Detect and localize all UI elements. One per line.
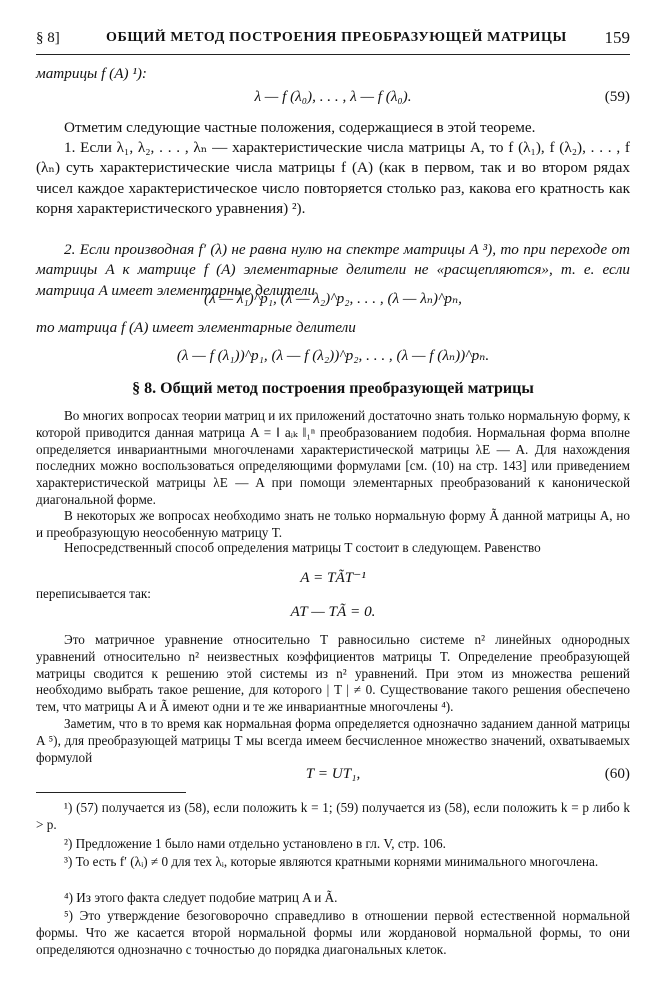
- paragraph-note: Отметим следующие частные положения, содержащиеся в этой теореме.: [64, 119, 536, 136]
- footnote-3: ³) То есть f′ (λᵢ) ≠ 0 для тех λᵢ, которые являются кратными корнями минимального многочлена.: [64, 854, 599, 869]
- paragraph-1: Во многих вопросах теории матриц и их приложений достаточно знать только нормальную форму, к которой приводится данная матрица A = ‖ aᵢₖ ‖₁ⁿ преобразованием подобия. Нормальная форма вполне определяется инвариантными многочленами характеристической матрицы λE — A. Для нахождения последних можно воспользоваться определяющими формулами [см. (10) на стр. 143] или приведением характеристической матрицы λE — A при помощи элементарных преобразований к канонической диагональной форме.: [36, 408, 630, 507]
- equation-number-60: (60): [604, 765, 630, 782]
- footnote-rule: [36, 792, 186, 793]
- formula-matrix-equation: AT — TÃ = 0.: [290, 603, 376, 620]
- intro-line: матрицы f (A) ¹):: [36, 65, 147, 82]
- paragraph-2: В некоторых же вопросах необходимо знать не только нормальную форму Ã данной матрицы A, но и преобразующую неособенную матрицу T.: [36, 508, 630, 540]
- footnote-5: ⁵) Это утверждение безоговорочно справедливо в отношении первой естественной нормальной формы. Что же касается второй нормальной формы или жордановой нормальной формы, то они определяются однозначно с точностью до порядка диагональных клеток.: [36, 908, 630, 957]
- paragraph-4: переписывается так:: [36, 586, 151, 601]
- footnote-2: ²) Предложение 1 было нами отдельно установлено в гл. V, стр. 106.: [64, 836, 446, 851]
- header-rule: [36, 54, 630, 55]
- formula-59-text: λ — f (λ₀), . . . , λ — f (λ₀).: [254, 88, 412, 105]
- formula-similarity: A = TÃT⁻¹: [300, 569, 366, 586]
- header-section: § 8]: [36, 30, 60, 46]
- formula-divisors-2: (λ — f (λ₁))^p₁, (λ — f (λ₂))^p₂, . . . , (λ — f (λₙ))^pₙ.: [176, 347, 490, 364]
- formula-divisors-1: (λ — λ₁)^p₁, (λ — λ₂)^p₂, . . . , (λ — λₙ)^pₙ,: [204, 290, 462, 307]
- page-number: 159: [604, 28, 630, 47]
- paragraph-5: Это матричное уравнение относительно T равносильно системе n² линейных однородных уравнений относительно n² неизвестных коэффициентов матрицы T. Определение преобразующей матрицы сводится к решению этой системы из n² уравнений. При этом из множества решений необходимо выбрать такое решение, для которого | T | ≠ 0. Существование такого решения обеспечено тем, что матрицы A и Ã имеют одни и те же инвариантные многочлены ⁴).: [36, 632, 630, 715]
- formula-60-text: T = UT₁,: [305, 765, 361, 782]
- header-title: ОБЩИЙ МЕТОД ПОСТРОЕНИЯ ПРЕОБРАЗУЮЩЕЙ МАТРИЦЫ: [106, 30, 567, 45]
- item-2: 2. Если производная f′ (λ) не равна нулю на спектре матрицы A ³), то при переходе от матрицы A к матрице f (A) элементарные делители не «расщепляются», т. е. если матрица A имеет элементарные делители: [36, 241, 630, 299]
- formula-60: [36, 765, 630, 783]
- footnote-1: ¹) (57) получается из (58), если положить k = 1; (59) получается из (58), если положить k = p либо k > p.: [36, 800, 630, 832]
- item-2-continuation: то матрица f (A) имеет элементарные делители: [36, 319, 356, 336]
- section-heading: § 8. Общий метод построения преобразующей матрицы: [132, 380, 534, 397]
- equation-number-59: (59): [604, 88, 630, 105]
- paragraph-6: Заметим, что в то время как нормальная форма определяется однозначно заданием данной матрицы A ⁵), для преобразующей матрицы T мы всегда имеем бесчисленное множество значений, охватываемых формулой: [36, 716, 630, 765]
- footnote-4: ⁴) Из этого факта следует подобие матриц A и Ã.: [64, 890, 338, 905]
- running-header: [36, 30, 630, 52]
- formula-59: [36, 88, 630, 106]
- paragraph-3: Непосредственный способ определения матрицы T состоит в следующем. Равенство: [64, 540, 541, 555]
- item-1: 1. Если λ₁, λ₂, . . . , λₙ — характеристические числа матрицы A, то f (λ₁), f (λ₂), . . . , f (λₙ) суть характеристические числа матрицы f (A) (как в первом, так и во втором рядах чисел каждое характеристическое число повторяется столько раз, какова его кратность как корня характеристического уравнения) ²).: [36, 139, 630, 218]
